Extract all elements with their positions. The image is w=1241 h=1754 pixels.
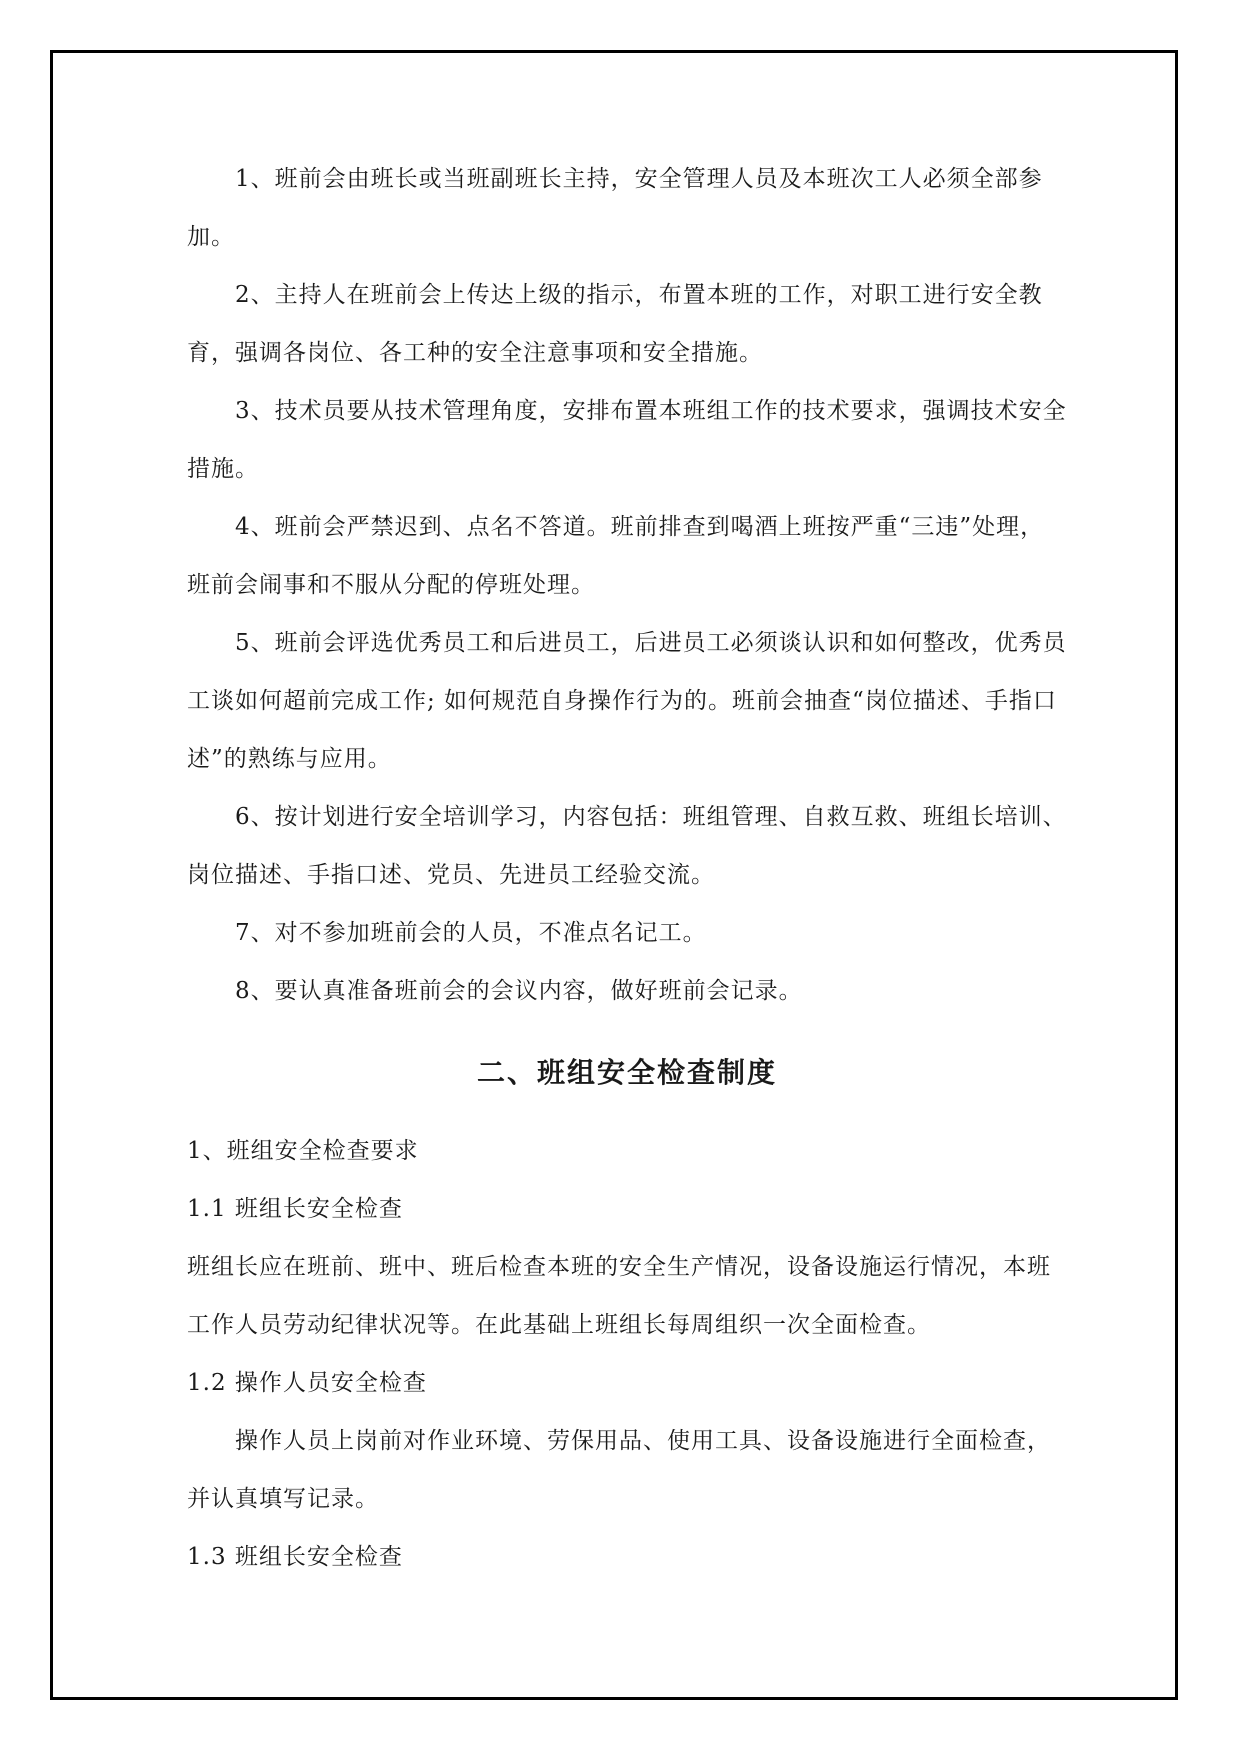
item-1-1-heading: 1.1 班组长安全检查: [187, 1196, 403, 1222]
item-1-2-text: 操作人员上岗前对作业环境、劳保用品、使用工具、设备设施进行全面检查，并认真填写记录。: [187, 1428, 1051, 1512]
subsection-heading: 1、班组安全检查要求: [187, 1138, 419, 1164]
paragraph-5: 5、班前会评选优秀员工和后进员工，后进员工必须谈认识和如何整改，优秀员工谈如何超前完成工作; 如何规范自身操作行为的。班前会抽查“岗位描述、手指口述”的熟练与应用。: [187, 630, 1067, 772]
paragraph-6: 6、按计划进行安全培训学习，内容包括：班组管理、自救互救、班组长培训、岗位描述、手指口述、党员、先进员工经验交流。: [187, 804, 1067, 888]
paragraph-8: 8、要认真准备班前会的会议内容，做好班前会记录。: [235, 978, 803, 1004]
paragraph-4: 4、班前会严禁迟到、点名不答道。班前排查到喝酒上班按严重“三违”处理，班前会闹事和不服从分配的停班处理。: [187, 514, 1045, 598]
paragraph-2: 2、主持人在班前会上传达上级的指示，布置本班的工作，对职工进行安全教育，强调各岗位、各工种的安全注意事项和安全措施。: [187, 282, 1043, 366]
paragraph-7: 7、对不参加班前会的人员，不准点名记工。: [235, 920, 707, 946]
item-1-3-heading: 1.3 班组长安全检查: [187, 1544, 403, 1570]
document-body: [187, 150, 1067, 1586]
section-title: 二、班组安全检查制度: [476, 1056, 777, 1089]
paragraph-3: 3、技术员要从技术管理角度，安排布置本班组工作的技术要求，强调技术安全措施。: [187, 398, 1067, 482]
item-1-2-heading: 1.2 操作人员安全检查: [187, 1370, 427, 1396]
item-1-1-text: 班组长应在班前、班中、班后检查本班的安全生产情况，设备设施运行情况，本班工作人员劳动纪律状况等。在此基础上班组长每周组织一次全面检查。: [187, 1254, 1051, 1338]
paragraph-1: 1、班前会由班长或当班副班长主持，安全管理人员及本班次工人必须全部参加。: [187, 166, 1043, 250]
